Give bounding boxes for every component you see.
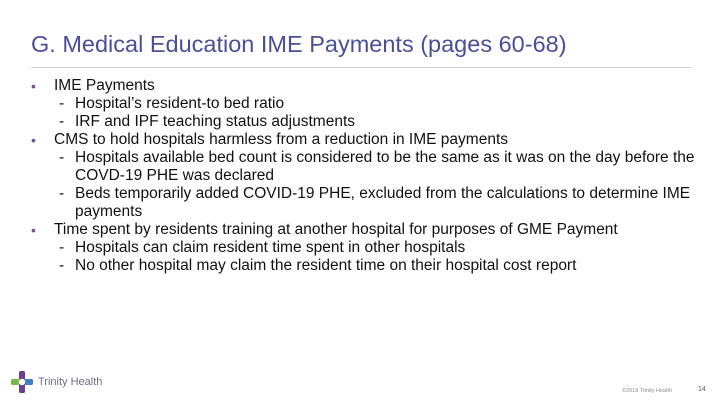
slide-body (31, 77, 696, 275)
slide-title: G. Medical Education IME Payments (pages 60-68) (31, 31, 567, 57)
sub-bullet-2-1: - Hospitals available bed count is considered to be the same as it was on the day before the COVD-19 PHE was declared (31, 149, 696, 185)
trinity-cross-icon (10, 370, 34, 394)
page-number: 14 (698, 386, 706, 393)
logo-wordmark: Trinity Health (38, 376, 103, 388)
trinity-health-logo (10, 370, 130, 394)
sub-bullet-2-2: - Beds temporarily added COVID-19 PHE, excluded from the calculations to determine IME payments (31, 185, 696, 221)
bullet-1: • IME Payments (31, 77, 696, 95)
sub-bullet-3-2: - No other hospital may claim the resident time on their hospital cost report (31, 257, 696, 275)
title-divider (31, 67, 691, 68)
bullet-2: • CMS to hold hospitals harmless from a reduction in IME payments (31, 131, 696, 149)
bullet-3: • Time spent by residents training at another hospital for purposes of GME Payment (31, 221, 696, 239)
sub-bullet-3-1: - Hospitals can claim resident time spent in other hospitals (31, 239, 696, 257)
sub-bullet-1-2: - IRF and IPF teaching status adjustments (31, 113, 696, 131)
sub-bullet-1-1: - Hospital’s resident-to bed ratio (31, 95, 696, 113)
copyright-text: ©2018 Trinity Health (622, 388, 672, 394)
